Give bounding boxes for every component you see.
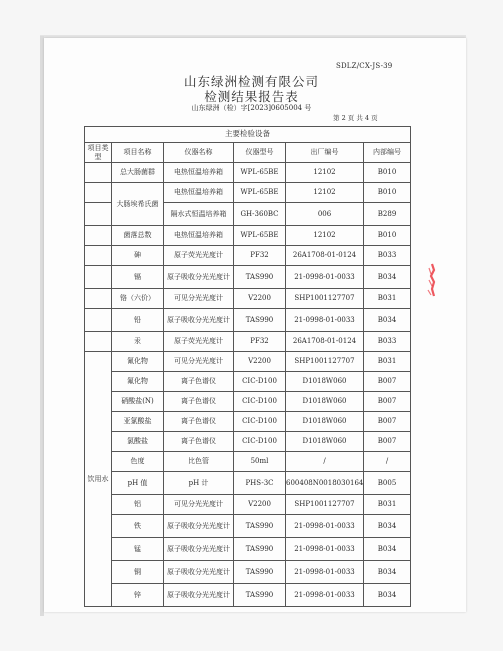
internal-cell: B289 (364, 203, 411, 226)
item-cell: 锌 (112, 584, 164, 607)
table-row (85, 495, 411, 515)
table-caption: 主要检验设备 (85, 127, 411, 143)
table-row (85, 246, 411, 266)
table-row (85, 163, 411, 183)
model-cell: 50ml (234, 452, 286, 472)
item-cell: 总大肠菌群 (112, 163, 164, 183)
serial-cell: SHP1001127707 (286, 352, 364, 372)
internal-cell: B033 (364, 246, 411, 266)
instrument-cell: 原子荧光光度计 (164, 246, 234, 266)
instrument-cell: pH 计 (164, 472, 234, 495)
model-cell: TAS990 (234, 515, 286, 538)
internal-cell: B033 (364, 332, 411, 352)
company-name: 山东绿洲检测有限公司 (183, 74, 319, 89)
table-row (85, 472, 411, 495)
serial-cell: D1018W060 (286, 412, 364, 432)
serial-cell: 600408N0018030164 (286, 472, 364, 495)
column-header: 仪器名称 (164, 143, 234, 163)
internal-cell: B034 (364, 515, 411, 538)
internal-cell: B010 (364, 226, 411, 246)
table-row (85, 515, 411, 538)
model-cell: V2200 (234, 289, 286, 309)
item-cell: 铝 (112, 495, 164, 515)
item-cell: 氰化物 (112, 352, 164, 372)
internal-cell: B034 (364, 266, 411, 289)
item-cell: 镉 (112, 266, 164, 289)
serial-cell: SHP1001127707 (286, 495, 364, 515)
item-cell: 大肠埃希氏菌 (112, 183, 164, 226)
item-cell: 菌落总数 (112, 226, 164, 246)
item-cell: pH 值 (112, 472, 164, 495)
instrument-cell: 电热恒温培养箱 (164, 163, 234, 183)
model-cell: CIC-D100 (234, 412, 286, 432)
model-cell: V2200 (234, 352, 286, 372)
internal-cell: B005 (364, 472, 411, 495)
internal-cell: B007 (364, 412, 411, 432)
serial-cell: 21-0998-01-0033 (286, 538, 364, 561)
table-row (85, 266, 411, 289)
table-row (85, 452, 411, 472)
instrument-cell: 可见分光光度计 (164, 495, 234, 515)
internal-cell: B031 (364, 289, 411, 309)
item-cell: 砷 (112, 246, 164, 266)
model-cell: CIC-D100 (234, 372, 286, 392)
item-cell: 铬（六价） (112, 289, 164, 309)
model-cell: TAS990 (234, 309, 286, 332)
instrument-cell: 可见分光光度计 (164, 352, 234, 372)
model-cell: WPL-65BE (234, 163, 286, 183)
serial-cell: D1018W060 (286, 392, 364, 412)
model-cell: PF32 (234, 332, 286, 352)
internal-cell: B034 (364, 309, 411, 332)
internal-cell: B010 (364, 163, 411, 183)
item-cell: 铜 (112, 561, 164, 584)
table-row (85, 412, 411, 432)
internal-cell: B034 (364, 538, 411, 561)
table-row (85, 392, 411, 412)
instrument-cell: 离子色谱仪 (164, 372, 234, 392)
instrument-cell: 原子吸收分光光度计 (164, 515, 234, 538)
seal-stamp-fragment (426, 262, 436, 300)
serial-cell: 12102 (286, 183, 364, 203)
model-cell: V2200 (234, 495, 286, 515)
model-cell: TAS990 (234, 266, 286, 289)
item-cell: 亚氯酸盐 (112, 412, 164, 432)
equipment-table (84, 126, 411, 607)
instrument-cell: 可见分光光度计 (164, 289, 234, 309)
internal-cell: B031 (364, 495, 411, 515)
internal-cell: B010 (364, 183, 411, 203)
serial-cell: 21-0998-01-0033 (286, 515, 364, 538)
model-cell: PF32 (234, 246, 286, 266)
table-row (85, 332, 411, 352)
instrument-cell: 原子吸收分光光度计 (164, 309, 234, 332)
instrument-cell: 离子色谱仪 (164, 412, 234, 432)
serial-cell: 12102 (286, 163, 364, 183)
table-header-row (85, 143, 411, 163)
page-indicator: 第 2 页 共 4 页 (333, 114, 378, 122)
item-cell: 锰 (112, 538, 164, 561)
model-cell: TAS990 (234, 584, 286, 607)
instrument-cell: 比色管 (164, 452, 234, 472)
table-row (85, 432, 411, 452)
serial-cell: 26A1708-01-0124 (286, 246, 364, 266)
item-cell: 铅 (112, 309, 164, 332)
item-cell: 铁 (112, 515, 164, 538)
instrument-cell: 离子色谱仪 (164, 432, 234, 452)
model-cell: CIC-D100 (234, 392, 286, 412)
table-row (85, 561, 411, 584)
table-row (85, 372, 411, 392)
serial-cell: D1018W060 (286, 432, 364, 452)
serial-cell: 21-0998-01-0033 (286, 309, 364, 332)
serial-cell: 21-0998-01-0033 (286, 266, 364, 289)
model-cell: TAS990 (234, 538, 286, 561)
instrument-cell: 原子吸收分光光度计 (164, 538, 234, 561)
table-row (85, 183, 411, 203)
serial-cell: D1018W060 (286, 372, 364, 392)
instrument-cell: 电热恒温培养箱 (164, 183, 234, 203)
internal-cell: / (364, 452, 411, 472)
internal-cell: B007 (364, 392, 411, 412)
model-cell: WPL-65BE (234, 183, 286, 203)
internal-cell: B007 (364, 372, 411, 392)
column-header: 出厂编号 (286, 143, 364, 163)
table-row (85, 309, 411, 332)
internal-cell: B007 (364, 432, 411, 452)
table-row (85, 289, 411, 309)
internal-cell: B031 (364, 352, 411, 372)
table-row (85, 226, 411, 246)
document-number: SDLZ/CX-JS-39 (336, 62, 393, 70)
serial-cell: SHP1001127707 (286, 289, 364, 309)
table-row (85, 352, 411, 372)
serial-cell: / (286, 452, 364, 472)
model-cell: GH-360BC (234, 203, 286, 226)
instrument-cell: 原子吸收分光光度计 (164, 266, 234, 289)
model-cell: CIC-D100 (234, 432, 286, 452)
item-cell: 氟化物 (112, 372, 164, 392)
item-cell: 汞 (112, 332, 164, 352)
report-number: 山东绿洲（检）字[2023]0605004 号 (191, 104, 312, 112)
serial-cell: 006 (286, 203, 364, 226)
column-header: 内部编号 (364, 143, 411, 163)
serial-cell: 21-0998-01-0033 (286, 561, 364, 584)
model-cell: WPL-65BE (234, 226, 286, 246)
internal-cell: B034 (364, 561, 411, 584)
instrument-cell: 隔水式恒温培养箱 (164, 203, 234, 226)
model-cell: TAS990 (234, 561, 286, 584)
instrument-cell: 原子吸收分光光度计 (164, 584, 234, 607)
item-cell: 氯酸盐 (112, 432, 164, 452)
serial-cell: 12102 (286, 226, 364, 246)
report-title: 检测结果报告表 (204, 89, 299, 104)
serial-cell: 26A1708-01-0124 (286, 332, 364, 352)
table-row (85, 538, 411, 561)
category-cell: 饮用水 (85, 352, 112, 607)
model-cell: PHS-3C (234, 472, 286, 495)
item-cell: 色度 (112, 452, 164, 472)
instrument-cell: 电热恒温培养箱 (164, 226, 234, 246)
item-cell: 硝酸盐(N) (112, 392, 164, 412)
column-header: 项目类型 (85, 143, 112, 163)
column-header: 项目名称 (112, 143, 164, 163)
serial-cell: 21-0998-01-0033 (286, 584, 364, 607)
column-header: 仪器型号 (234, 143, 286, 163)
instrument-cell: 原子荧光光度计 (164, 332, 234, 352)
table-row (85, 584, 411, 607)
instrument-cell: 原子吸收分光光度计 (164, 561, 234, 584)
internal-cell: B034 (364, 584, 411, 607)
instrument-cell: 离子色谱仪 (164, 392, 234, 412)
